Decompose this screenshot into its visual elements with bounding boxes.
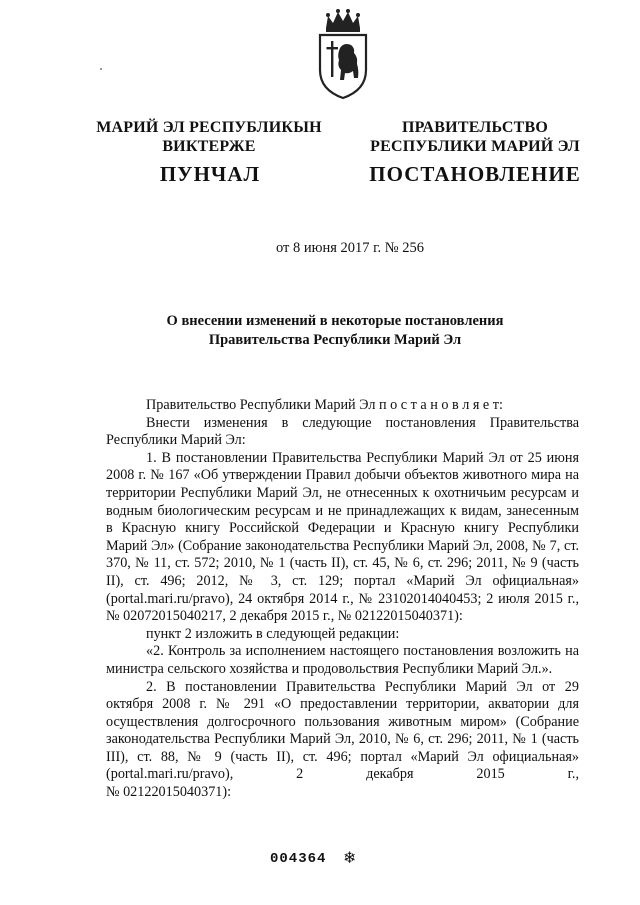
coat-of-arms-icon — [314, 8, 372, 100]
paragraph-preamble: Правительство Республики Марий Эл п о с т а н о в л я е т: — [146, 397, 503, 413]
title-line2: Правительства Республики Марий Эл — [208, 332, 462, 348]
header-right — [362, 118, 588, 156]
paragraph-intro: Внести изменения в следующие постановления Правительства Республики Марий Эл: — [106, 414, 579, 449]
snowflake-mark-icon: ❄ — [343, 848, 357, 867]
header-left-line1: МАРИЙ ЭЛ РЕСПУБЛИКЫН — [96, 119, 322, 136]
document-body — [106, 397, 579, 802]
paragraph-item-2-end: № 02122015040371): — [106, 784, 232, 801]
paragraph-quote: «2. Контроль за исполнением настоящего постановления возложить на министра сельского хозяйства и продовольствия Республики Марий Эл.». — [106, 643, 579, 677]
paragraph-item-2: 2. В постановлении Правительства Республики Марий Эл от 29 октября 2008 г. № 291 «О предоставлении территории, акватории для осуществления долгосрочного пользования животным миром» (Собрание законодательства Республики Марий Эл, 2010, № 6, ст. 296; 2011, № 1 (часть III), ст. 88, № 9 (часть II), ст. 496; портал «Марий Эл официальная» (portal.mari.ru/pravo), 2 декабря 2015 г., — [106, 678, 579, 783]
paragraph-point-2: пункт 2 изложить в следующей редакции: — [146, 625, 400, 642]
header-left — [90, 118, 328, 156]
document-title — [120, 312, 550, 350]
doc-type-left: ПУНЧАЛ — [159, 162, 261, 186]
header-left-line2: ВИКТЕРЖЕ — [162, 138, 256, 155]
date-line: от 8 июня 2017 г. № 256 — [276, 240, 424, 256]
header-right-line1: ПРАВИТЕЛЬСТВО — [401, 119, 549, 136]
doc-type-right: ПОСТАНОВЛЕНИЕ — [369, 162, 581, 186]
serial-number: 004364 — [270, 851, 327, 867]
scan-speck — [100, 68, 102, 70]
header-right-line2: РЕСПУБЛИКИ МАРИЙ ЭЛ — [370, 138, 580, 155]
title-line1: О внесении изменений в некоторые постановления — [166, 313, 504, 329]
paragraph-item-1: 1. В постановлении Правительства Республики Марий Эл от 25 июня 2008 г. № 167 «Об утверждении Правил добычи объектов животного мира на территории Республики Марий Эл, не отнесенных к охотничьим ресурсам и водным биологическим ресурсам и не принадлежащих к видам, занесенным в Красную книгу Российской Федерации и Красную книгу Республики Марий Эл» (Собрание законодательства Республики Марий Эл, 2008, № 7, ст. 370, № 11, ст. 572; 2010, № 1 (часть II), ст. 45, № 6, ст. 296; 2011, № 9 (часть II), ст. 496; 2012, № 3, ст. 129; портал «Марий Эл официальная» (portal.mari.ru/pravo), 24 октября 2014 г., № 23102014040453; 2 июля 2015 г., № 02072015040217, 2 декабря 2015 г., № 02122015040371): — [106, 449, 579, 625]
